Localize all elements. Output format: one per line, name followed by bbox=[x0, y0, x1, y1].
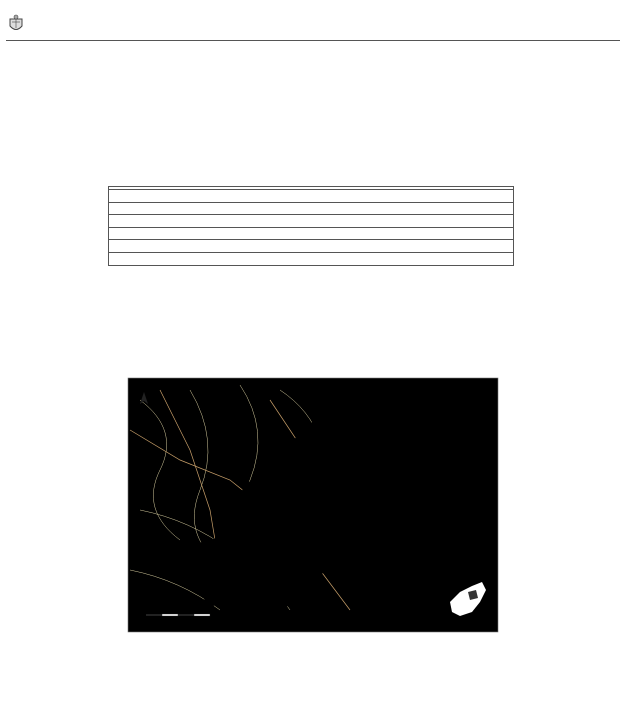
map-body bbox=[128, 378, 498, 632]
species-row bbox=[109, 228, 513, 241]
bulletin-header bbox=[6, 18, 620, 41]
species-row bbox=[109, 203, 513, 216]
coat-of-arms-icon bbox=[6, 14, 26, 34]
species-row bbox=[109, 240, 513, 253]
inset-locator-map bbox=[444, 576, 490, 622]
scale-bar bbox=[146, 614, 210, 616]
area-map bbox=[120, 370, 506, 640]
species-row bbox=[109, 253, 513, 265]
map-svg bbox=[120, 370, 506, 640]
species-row bbox=[109, 190, 513, 203]
area-name bbox=[80, 108, 84, 120]
species-row bbox=[109, 215, 513, 228]
species-table bbox=[108, 186, 514, 266]
